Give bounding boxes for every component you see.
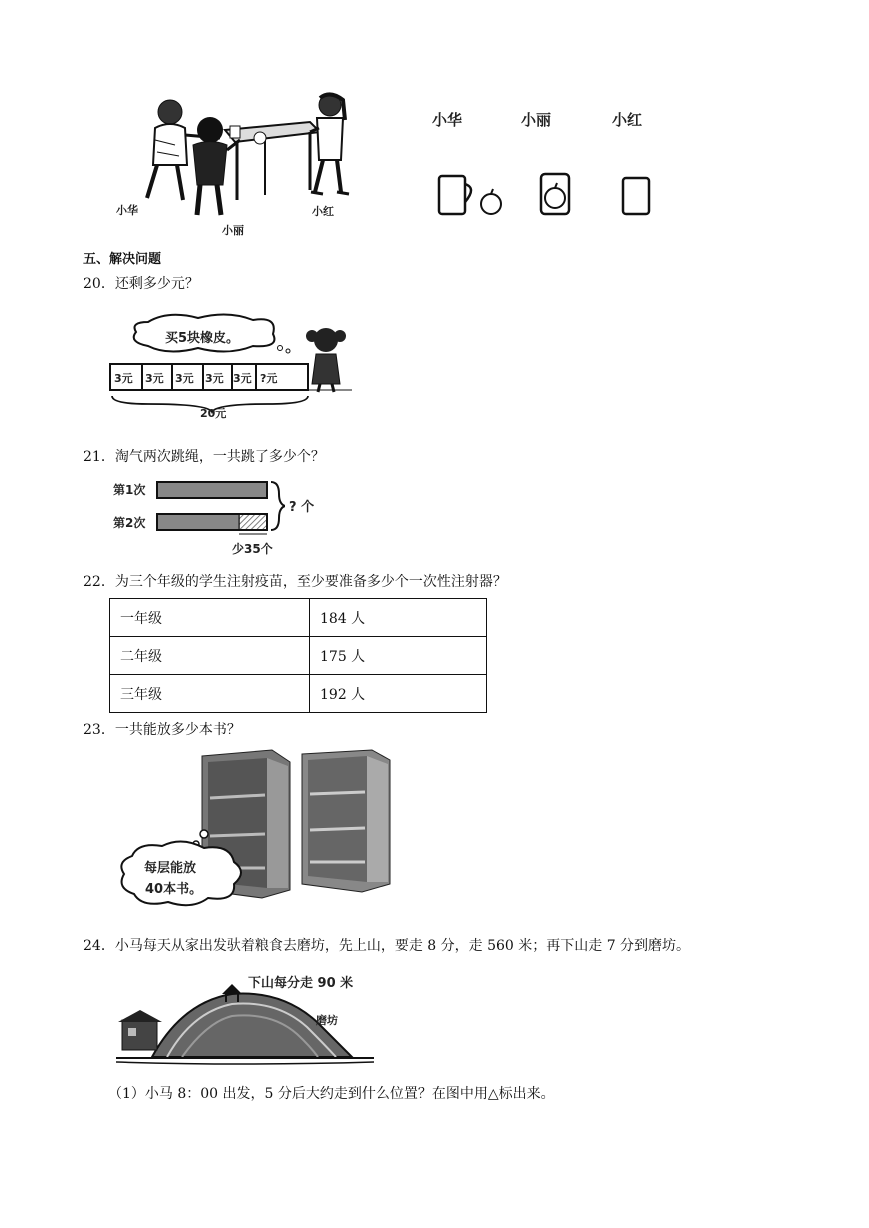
difference-label: 少35个 xyxy=(232,542,273,556)
bar-cell-label: 3元 xyxy=(145,372,164,385)
grade-cell: 一年级 xyxy=(110,599,310,637)
cup-owner-label: 小丽 xyxy=(521,111,552,129)
table-row xyxy=(110,675,487,713)
question-22: 22．为三个年级的学生注射疫苗，至少要准备多少个一次性注射器？ xyxy=(83,574,507,590)
kid-name-label: 小丽 xyxy=(222,224,244,237)
row-label: 第1次 xyxy=(113,483,146,497)
row-label: 第2次 xyxy=(113,516,146,530)
question-23: 23．一共能放多少本书？ xyxy=(83,722,241,738)
count-cell: 175 人 xyxy=(310,637,487,675)
brace-label: ? 个 xyxy=(289,500,315,515)
question-24-part-1: （1）小马 8：00 出发，5 分后大约走到什么位置？在图中用△标出来。 xyxy=(108,1086,555,1102)
bar-cell-label: ?元 xyxy=(260,372,278,385)
cloud-text-line1: 每层能放 xyxy=(144,861,197,876)
mill-label: 磨坊 xyxy=(316,1014,338,1027)
question-21: 21．淘气两次跳绳，一共跳了多少个？ xyxy=(83,449,325,465)
hill-label: 下山每分走 90 米 xyxy=(248,976,354,991)
cloud-text-line2: 40本书。 xyxy=(145,882,203,897)
cup-owner-label: 小华 xyxy=(432,111,463,129)
grade-cell: 三年级 xyxy=(110,675,310,713)
jump-rope-bar-diagram xyxy=(155,478,285,538)
total-label: 20元 xyxy=(200,407,227,420)
cups-and-apples-illustration xyxy=(435,170,665,220)
grade-cell: 二年级 xyxy=(110,637,310,675)
bar-cell-label: 3元 xyxy=(175,372,194,385)
kid-name-label: 小华 xyxy=(116,204,138,217)
bar-cell-label: 3元 xyxy=(114,372,133,385)
kid-name-label: 小红 xyxy=(312,205,334,218)
vaccine-table xyxy=(109,598,487,713)
count-cell: 192 人 xyxy=(310,675,487,713)
table-row xyxy=(110,599,487,637)
cup-owner-label: 小红 xyxy=(612,111,643,129)
bar-cell-label: 3元 xyxy=(233,372,252,385)
question-20: 20．还剩多少元？ xyxy=(83,276,199,292)
speech-text: 买5块橡皮。 xyxy=(165,331,240,346)
table-row xyxy=(110,637,487,675)
bar-cell-label: 3元 xyxy=(205,372,224,385)
question-24: 24．小马每天从家出发驮着粮食去磨坊，先上山，要走 8 分，走 560 米；再下山走 7 分到磨坊。 xyxy=(83,938,691,954)
section-title: 五、解决问题 xyxy=(83,252,162,267)
count-cell: 184 人 xyxy=(310,599,487,637)
